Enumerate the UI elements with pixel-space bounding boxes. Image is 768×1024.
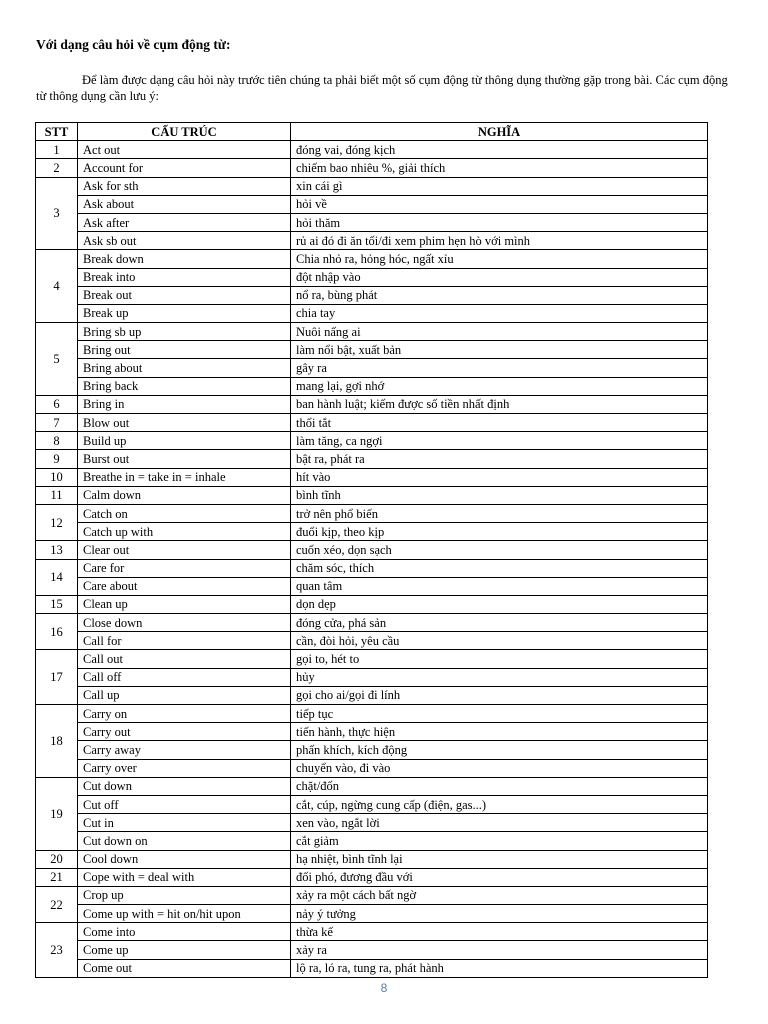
table-row	[36, 923, 708, 941]
meaning-cell: đóng cửa, phá sản	[291, 614, 708, 632]
phrase-cell: Cut down	[78, 777, 291, 795]
meaning-cell: Chia nhỏ ra, hỏng hóc, ngất xỉu	[291, 250, 708, 268]
header-structure: CẤU TRÚC	[78, 123, 291, 141]
meaning-cell: cần, đòi hỏi, yêu cầu	[291, 632, 708, 650]
meaning-cell: bật ra, phát ra	[291, 450, 708, 468]
meaning-cell: trở nên phổ biến	[291, 504, 708, 522]
header-stt: STT	[36, 123, 78, 141]
meaning-cell: chia tay	[291, 304, 708, 322]
row-number: 3	[36, 177, 78, 250]
row-number: 18	[36, 705, 78, 778]
row-number: 10	[36, 468, 78, 486]
phrase-cell: Carry over	[78, 759, 291, 777]
phrase-cell: Break out	[78, 286, 291, 304]
table-row	[36, 286, 708, 304]
table-row	[36, 213, 708, 231]
table-row	[36, 268, 708, 286]
table-row	[36, 504, 708, 522]
phrase-cell: Break up	[78, 304, 291, 322]
meaning-cell: nảy ý tưởng	[291, 905, 708, 923]
phrase-cell: Come up	[78, 941, 291, 959]
meaning-cell: hỏi về	[291, 195, 708, 213]
meaning-cell: bình tĩnh	[291, 486, 708, 504]
table-row	[36, 414, 708, 432]
meaning-cell: cuốn xéo, dọn sạch	[291, 541, 708, 559]
row-number: 22	[36, 886, 78, 922]
phrase-cell: Call out	[78, 650, 291, 668]
table-row	[36, 141, 708, 159]
table-row	[36, 304, 708, 322]
row-number: 16	[36, 614, 78, 650]
meaning-cell: đột nhập vào	[291, 268, 708, 286]
row-number: 11	[36, 486, 78, 504]
meaning-cell: lộ ra, ló ra, tung ra, phát hành	[291, 959, 708, 977]
row-number: 12	[36, 504, 78, 540]
table-body	[36, 141, 708, 978]
table-row	[36, 523, 708, 541]
row-number: 5	[36, 323, 78, 396]
phrase-cell: Ask after	[78, 213, 291, 231]
phrase-cell: Bring in	[78, 395, 291, 413]
phrase-cell: Bring sb up	[78, 323, 291, 341]
table-row	[36, 650, 708, 668]
phrase-cell: Account for	[78, 159, 291, 177]
meaning-cell: quan tâm	[291, 577, 708, 595]
row-number: 2	[36, 159, 78, 177]
meaning-cell: hủy	[291, 668, 708, 686]
table-row	[36, 450, 708, 468]
meaning-cell: tiếp tục	[291, 705, 708, 723]
phrase-cell: Cope with = deal with	[78, 868, 291, 886]
phrase-cell: Bring about	[78, 359, 291, 377]
meaning-cell: làm tăng, ca ngợi	[291, 432, 708, 450]
meaning-cell: chiếm bao nhiêu %, giải thích	[291, 159, 708, 177]
meaning-cell: rủ ai đó đi ăn tối/đi xem phim hẹn hò với mình	[291, 232, 708, 250]
meaning-cell: chuyển vào, đi vào	[291, 759, 708, 777]
meaning-cell: mang lại, gợi nhớ	[291, 377, 708, 395]
row-number: 7	[36, 414, 78, 432]
phrase-cell: Call off	[78, 668, 291, 686]
meaning-cell: làm nổi bật, xuất bản	[291, 341, 708, 359]
table-row	[36, 868, 708, 886]
phrase-cell: Clean up	[78, 595, 291, 613]
table-row	[36, 668, 708, 686]
phrase-cell: Ask about	[78, 195, 291, 213]
meaning-cell: phấn khích, kích động	[291, 741, 708, 759]
phrase-cell: Come out	[78, 959, 291, 977]
meaning-cell: cắt, cúp, ngừng cung cấp (điện, gas...)	[291, 795, 708, 813]
phrase-cell: Crop up	[78, 886, 291, 904]
phrase-cell: Care about	[78, 577, 291, 595]
row-number: 6	[36, 395, 78, 413]
table-row	[36, 850, 708, 868]
table-row	[36, 377, 708, 395]
row-number: 14	[36, 559, 78, 595]
meaning-cell: thừa kế	[291, 923, 708, 941]
table-row	[36, 795, 708, 813]
row-number: 1	[36, 141, 78, 159]
meaning-cell: hỏi thăm	[291, 213, 708, 231]
row-number: 4	[36, 250, 78, 323]
table-row	[36, 232, 708, 250]
meaning-cell: Nuôi nấng ai	[291, 323, 708, 341]
phrase-cell: Catch on	[78, 504, 291, 522]
row-number: 8	[36, 432, 78, 450]
row-number: 20	[36, 850, 78, 868]
meaning-cell: nổ ra, bùng phát	[291, 286, 708, 304]
meaning-cell: tiến hành, thực hiện	[291, 723, 708, 741]
table-row	[36, 832, 708, 850]
table-row	[36, 705, 708, 723]
table-row	[36, 759, 708, 777]
phrase-cell: Ask for sth	[78, 177, 291, 195]
meaning-cell: xảy ra một cách bất ngờ	[291, 886, 708, 904]
table-row	[36, 159, 708, 177]
meaning-cell: xảy ra	[291, 941, 708, 959]
phrase-cell: Cut off	[78, 795, 291, 813]
meaning-cell: đối phó, đương đầu với	[291, 868, 708, 886]
table-row	[36, 686, 708, 704]
table-row	[36, 777, 708, 795]
table-row	[36, 341, 708, 359]
table-row	[36, 614, 708, 632]
phrase-cell: Come up with = hit on/hit upon	[78, 905, 291, 923]
phrase-cell: Calm down	[78, 486, 291, 504]
phrase-cell: Blow out	[78, 414, 291, 432]
table-row	[36, 595, 708, 613]
table-row	[36, 195, 708, 213]
phrase-cell: Call for	[78, 632, 291, 650]
phrase-cell: Cool down	[78, 850, 291, 868]
table-row	[36, 323, 708, 341]
phrase-cell: Close down	[78, 614, 291, 632]
row-number: 15	[36, 595, 78, 613]
table-row	[36, 959, 708, 977]
table-row	[36, 432, 708, 450]
meaning-cell: xin cái gì	[291, 177, 708, 195]
meaning-cell: gọi to, hét to	[291, 650, 708, 668]
row-number: 17	[36, 650, 78, 705]
table-row	[36, 741, 708, 759]
meaning-cell: ban hành luật; kiếm được số tiền nhất định	[291, 395, 708, 413]
phrase-cell: Carry out	[78, 723, 291, 741]
phrase-cell: Clear out	[78, 541, 291, 559]
phrase-cell: Call up	[78, 686, 291, 704]
phrase-cell: Build up	[78, 432, 291, 450]
meaning-cell: đuổi kịp, theo kịp	[291, 523, 708, 541]
meaning-cell: thổi tắt	[291, 414, 708, 432]
phrase-cell: Ask sb out	[78, 232, 291, 250]
table-row	[36, 468, 708, 486]
phrase-cell: Burst out	[78, 450, 291, 468]
phrase-cell: Breathe in = take in = inhale	[78, 468, 291, 486]
row-number: 23	[36, 923, 78, 978]
row-number: 21	[36, 868, 78, 886]
section-heading: Với dạng câu hỏi về cụm động từ:	[36, 37, 231, 52]
row-number: 9	[36, 450, 78, 468]
phrase-cell: Carry away	[78, 741, 291, 759]
phrase-cell: Break down	[78, 250, 291, 268]
meaning-cell: đóng vai, đóng kịch	[291, 141, 708, 159]
table-row	[36, 886, 708, 904]
table-row	[36, 577, 708, 595]
table-row	[36, 632, 708, 650]
phrasal-verb-table	[35, 122, 708, 978]
meaning-cell: hít vào	[291, 468, 708, 486]
meaning-cell: cắt giảm	[291, 832, 708, 850]
meaning-cell: chăm sóc, thích	[291, 559, 708, 577]
header-meaning: NGHĨA	[291, 123, 708, 141]
meaning-cell: xen vào, ngắt lời	[291, 814, 708, 832]
table-row	[36, 395, 708, 413]
page-number: 8	[380, 981, 388, 995]
table-row	[36, 486, 708, 504]
table-row	[36, 905, 708, 923]
intro-paragraph	[36, 72, 736, 104]
phrase-cell: Break into	[78, 268, 291, 286]
table-row	[36, 723, 708, 741]
phrase-cell: Bring back	[78, 377, 291, 395]
table-row	[36, 359, 708, 377]
phrase-cell: Catch up with	[78, 523, 291, 541]
table-row	[36, 177, 708, 195]
table-row	[36, 559, 708, 577]
meaning-cell: gây ra	[291, 359, 708, 377]
meaning-cell: dọn dẹp	[291, 595, 708, 613]
meaning-cell: gọi cho ai/gọi đi lính	[291, 686, 708, 704]
table-row	[36, 250, 708, 268]
table-row	[36, 814, 708, 832]
intro-text: Để làm được dạng câu hỏi này trước tiên chúng ta phải biết một số cụm động từ thông dụng thường gặp trong bài. Các cụm động từ thông dụng cần lưu ý:	[36, 73, 728, 103]
phrase-cell: Cut in	[78, 814, 291, 832]
phrase-cell: Cut down on	[78, 832, 291, 850]
row-number: 13	[36, 541, 78, 559]
phrase-cell: Come into	[78, 923, 291, 941]
table-header-row	[36, 123, 708, 141]
table-row	[36, 941, 708, 959]
phrase-cell: Bring out	[78, 341, 291, 359]
phrase-cell: Care for	[78, 559, 291, 577]
phrase-cell: Act out	[78, 141, 291, 159]
phrase-cell: Carry on	[78, 705, 291, 723]
meaning-cell: hạ nhiệt, bình tĩnh lại	[291, 850, 708, 868]
table-row	[36, 541, 708, 559]
meaning-cell: chặt/đốn	[291, 777, 708, 795]
row-number: 19	[36, 777, 78, 850]
